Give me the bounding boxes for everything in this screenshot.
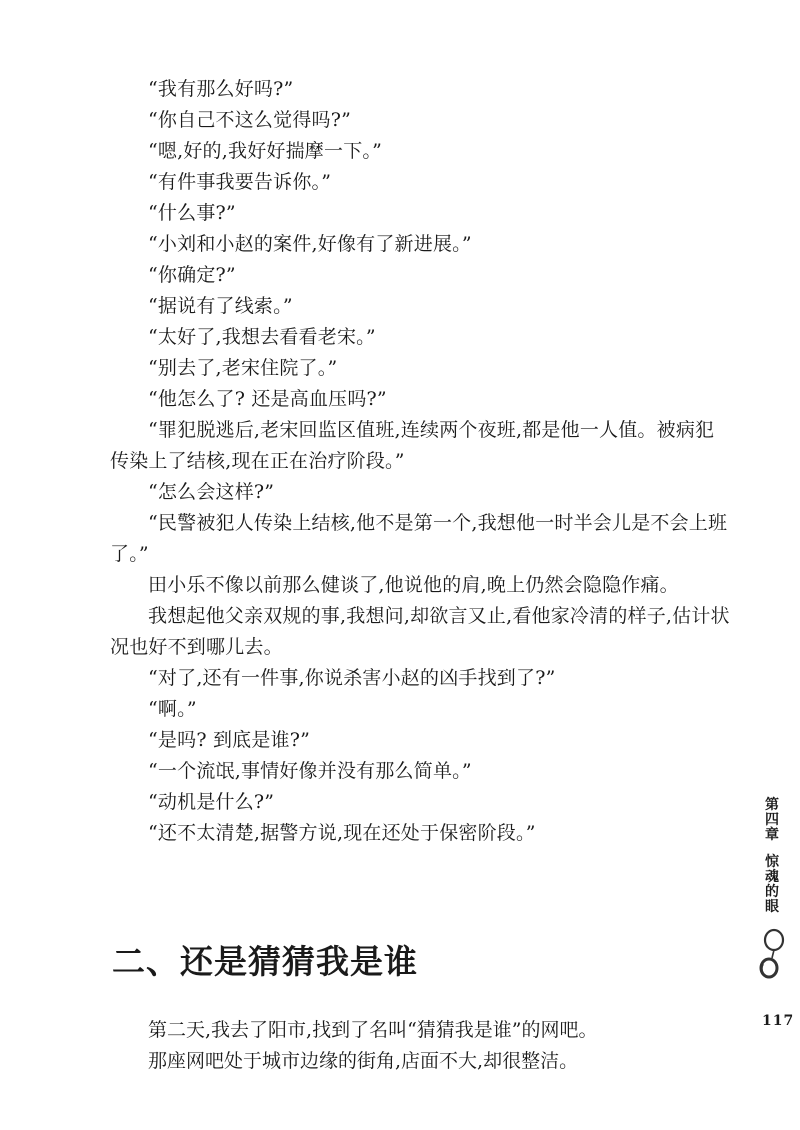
paragraph: “你确定?” bbox=[148, 264, 236, 286]
paragraph: “有件事我要告诉你。” bbox=[148, 171, 332, 193]
paragraph: “民警被犯人传染上结核,他不是第一个,我想他一时半会儿是不会上班了。” bbox=[110, 512, 728, 565]
section-heading: 二、还是猜猜我是谁 bbox=[112, 942, 418, 981]
paragraph: “什么事?” bbox=[148, 202, 236, 224]
paragraph: “啊。” bbox=[148, 698, 197, 720]
paragraph: “太好了,我想去看看老宋。” bbox=[148, 326, 376, 348]
paragraph: “罪犯脱逃后,老宋回监区值班,连续两个夜班,都是他一人值。被病犯传染上了结核,现在正在治疗阶段。” bbox=[110, 419, 715, 472]
chapter-number: 第四章 bbox=[765, 797, 779, 843]
paragraph: “一个流氓,事情好像并没有那么简单。” bbox=[148, 760, 472, 782]
page-number: 117 bbox=[762, 1013, 795, 1029]
paragraph: “你自己不这么觉得吗?” bbox=[148, 109, 352, 131]
paragraph: 我想起他父亲双规的事,我想问,却欲言又止,看他家冷清的样子,估计状况也好不到哪儿去。 bbox=[110, 605, 730, 658]
dialogue-body bbox=[110, 74, 730, 849]
paragraph: “嗯,好的,我好好揣摩一下。” bbox=[148, 140, 383, 162]
paragraph: “还不太清楚,据警方说,现在还处于保密阶段。” bbox=[148, 822, 536, 844]
paragraph: “小刘和小赵的案件,好像有了新进展。” bbox=[148, 233, 472, 255]
paragraph: “我有那么好吗?” bbox=[148, 78, 294, 100]
paragraph: 田小乐不像以前那么健谈了,他说他的肩,晚上仍然会隐隐作痛。 bbox=[148, 574, 679, 596]
paragraph: “对了,还有一件事,你说杀害小赵的凶手找到了?” bbox=[148, 667, 556, 689]
chapter-side-tab bbox=[760, 798, 784, 915]
paragraph: 那座网吧处于城市边缘的街角,店面不大,却很整洁。 bbox=[148, 1050, 579, 1072]
paragraph: 第二天,我去了阳市,找到了名叫“猜猜我是谁”的网吧。 bbox=[148, 1019, 598, 1041]
paragraph: “别去了,老宋住院了。” bbox=[148, 357, 338, 379]
paragraph: “据说有了线索。” bbox=[148, 295, 293, 317]
chapter-title: 惊魂的眼 bbox=[765, 854, 779, 915]
paragraph: “他怎么了? 还是高血压吗?” bbox=[148, 388, 387, 410]
paragraph: “是吗? 到底是谁?” bbox=[148, 729, 311, 751]
section-body bbox=[110, 1015, 730, 1077]
paragraph: “怎么会这样?” bbox=[148, 481, 275, 503]
paragraph: “动机是什么?” bbox=[148, 791, 275, 813]
handcuffs-icon bbox=[758, 922, 788, 990]
